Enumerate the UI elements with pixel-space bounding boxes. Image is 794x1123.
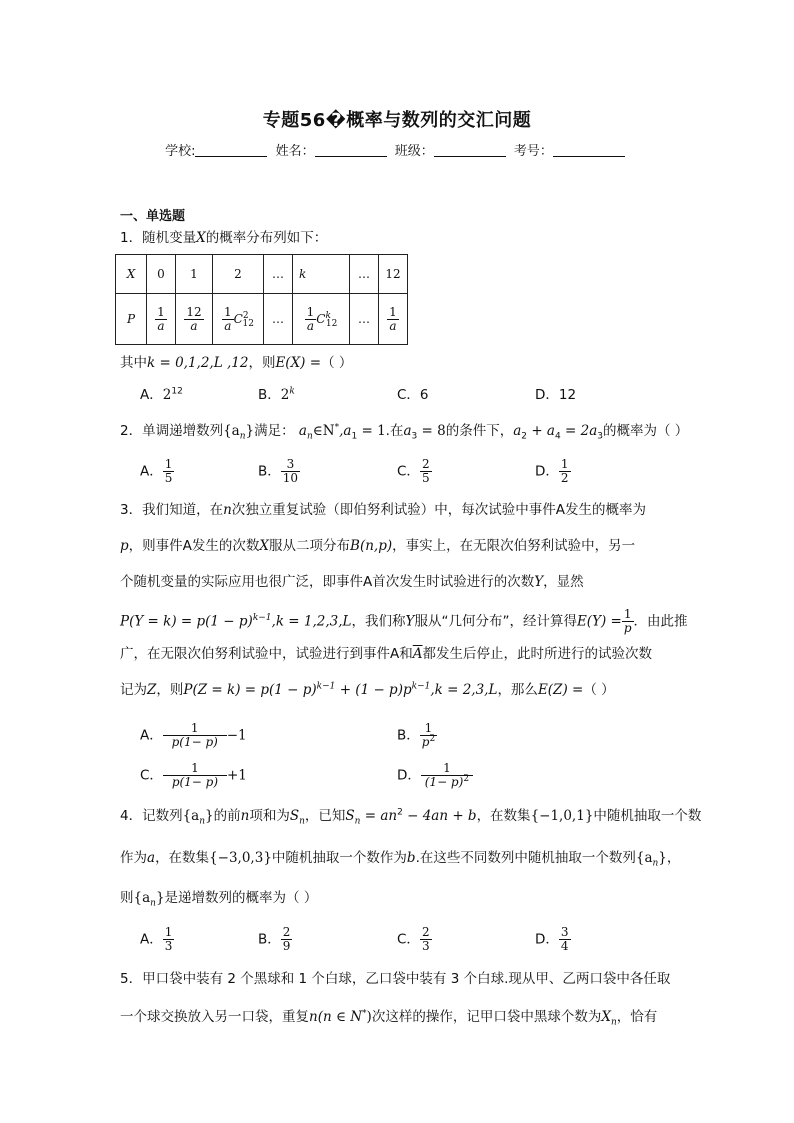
q3-line-5: 广，在无限次伯努利试验中，试验进行到事件A和$\overline{A}$都发生后停止，此时所进行的试验次数 bbox=[120, 646, 652, 662]
student-info-line bbox=[0, 140, 794, 159]
q4-line-2: 作为a，在数集{−3,0,3}中随机抽取一个数作为b.在这些不同数列中随机抽取一个数列$\{a_n\}$， bbox=[120, 850, 681, 869]
q4-option-c[interactable]: C． $\frac{2}{3}$ bbox=[397, 925, 430, 953]
q4-option-a[interactable]: A． $\frac{1}{3}$ bbox=[140, 925, 173, 953]
q4-option-d[interactable]: D． $\frac{3}{4}$ bbox=[535, 925, 569, 953]
q3-line-6: 记为Z，则$P(Z = k) = p(1 - p)^{k-1} + (1 - p)p^{k-1},k = 2,3,L$，那么E(Z) =（ ） bbox=[120, 681, 615, 698]
q3-option-a[interactable]: A． $\frac{1}{p(1- p)}$ −1 bbox=[140, 721, 247, 749]
class-label: 班级： bbox=[394, 144, 434, 159]
number-blank[interactable] bbox=[553, 144, 625, 157]
q4-line-1: 4．记数列$\{a_n\}$的前n项和为$S_n$，已知$S_n = an^2 - 4an + b$，在数集{−1,0,1}中随机抽取一个数 bbox=[120, 807, 702, 827]
q5-line-1: 5．甲口袋中装有 2 个黑球和 1 个白球，乙口袋中装有 3 个白球.现从甲、乙两口袋中各任取 bbox=[120, 971, 671, 987]
distribution-table bbox=[115, 254, 408, 345]
number-label: 考号： bbox=[513, 144, 553, 159]
q1-option-b[interactable]: B．2$^k$ bbox=[258, 386, 295, 403]
q2-option-d[interactable]: D． $\frac{1}{2}$ bbox=[535, 457, 569, 485]
page-title: 专题56�概率与数列的交汇问题 bbox=[262, 110, 532, 131]
q1-option-d[interactable]: D．12 bbox=[535, 387, 577, 403]
q1-option-a[interactable]: A．$2^{12}$ bbox=[140, 386, 183, 403]
q4-option-b[interactable]: B． $\frac{2}{9}$ bbox=[258, 925, 291, 953]
q2-stem: 2．单调递增数列$\{a_n\}$满足： $a_n\in N^*,a_1 = 1$.在$a_3 = 8$的条件下，$a_2 + a_4 = 2a_3$的概率为（ ） bbox=[120, 422, 689, 442]
q3-line-3: 个随机变量的实际应用也很广泛，即事件A首次发生时试验进行的次数Y，显然 bbox=[120, 574, 584, 590]
q3-line-2: p，则事件A发生的次数X服从二项分布B(n,p)，事实上，在无限次伯努利试验中，另一 bbox=[120, 538, 636, 554]
q4-line-3: 则$\{a_n\}$是递增数列的概率为（ ） bbox=[120, 890, 318, 909]
school-label: 学校: bbox=[165, 144, 196, 159]
q1-condition: 其中k = 0,1,2,L ,12，则E(X) =（ ） bbox=[120, 355, 353, 371]
q2-option-c[interactable]: C． $\frac{2}{5}$ bbox=[397, 457, 430, 485]
q3-option-b[interactable]: B． $\frac{1}{p^2}$ bbox=[397, 721, 436, 749]
name-blank[interactable] bbox=[315, 144, 387, 157]
q3-line-1: 3．我们知道，在n次独立重复试验（即伯努利试验）中，每次试验中事件A发生的概率为 bbox=[120, 502, 647, 518]
q2-option-b[interactable]: B． $\frac{3}{10}$ bbox=[258, 457, 299, 485]
q5-line-2: 一个球交换放入另一口袋，重复n(n ∈ N*)次这样的操作，记甲口袋中黑球个数为$X_n$，恰有 bbox=[120, 1008, 658, 1028]
name-label: 姓名： bbox=[275, 144, 315, 159]
table-row: X 0 1 2 … k … 12 bbox=[116, 255, 408, 294]
q3-option-d[interactable]: D． $\frac{1}{(1- p)^2}$ bbox=[397, 762, 473, 789]
q2-option-a[interactable]: A． $\frac{1}{5}$ bbox=[140, 457, 173, 485]
q3-line-4: $P(Y = k) = p(1 - p)^{k-1},k = 1,2,3,L$，我们称Y服从“几何分布”，经计算得E(Y) = $\frac{1}{p}$ ．由此推 bbox=[120, 607, 688, 635]
school-blank[interactable] bbox=[195, 144, 267, 157]
class-blank[interactable] bbox=[434, 144, 506, 157]
table-row: P $\frac{1}{a}$ $\frac{12}{a}$ $\frac{1}{a}$ $C^2_{12}$ … $\frac{1}{a}$ $C^k_{12}$ … $\frac{1}{a}$ bbox=[116, 294, 408, 345]
q3-option-c[interactable]: C． $\frac{1}{p(1- p)}$ +1 bbox=[140, 761, 247, 789]
q1-stem: 1．随机变量X的概率分布列如下： bbox=[120, 230, 328, 246]
section-heading: 一、单选题 bbox=[120, 209, 186, 224]
q1-option-c[interactable]: C．6 bbox=[397, 387, 429, 403]
